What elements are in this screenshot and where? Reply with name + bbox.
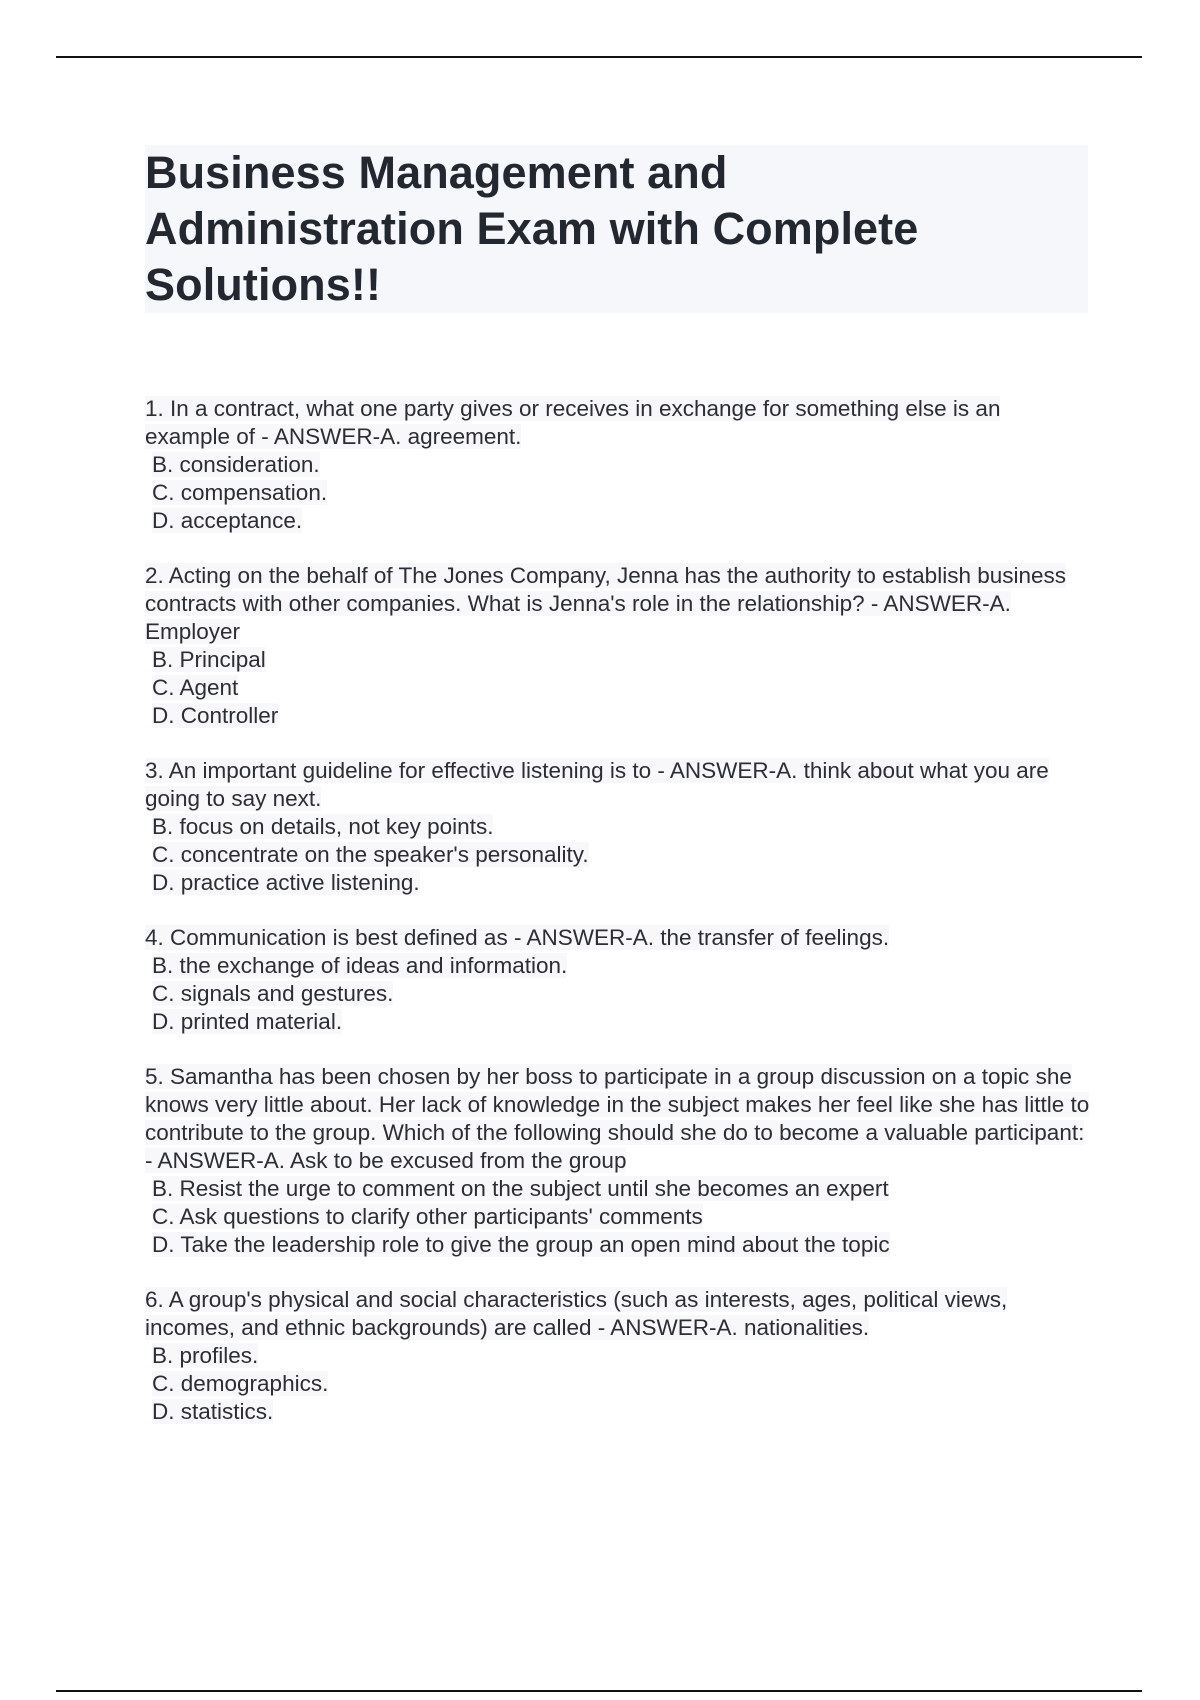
question-item [145,395,1090,535]
answer-option: B. Resist the urge to comment on the subject until she becomes an expert [152,1176,889,1201]
question-item [145,1286,1090,1426]
answer-option: D. acceptance. [152,508,303,533]
question-item [145,757,1090,897]
answer-option: C. signals and gestures. [152,981,394,1006]
answer-option: B. consideration. [152,452,320,477]
bottom-divider [56,1690,1142,1692]
question-text: 5. Samantha has been chosen by her boss to participate in a group discussion on a topic she knows very little about. Her lack of knowledge in the subject makes her feel like she has little to contribute to the group. Which of the following should she do to become a valuable participant: - ANSWER-A. Ask to be excused from the group [145,1064,1090,1173]
answer-option: C. compensation. [152,480,328,505]
answer-option: C. concentrate on the speaker's personality. [152,842,589,867]
title-block [145,145,1088,313]
question-list [145,395,1090,1453]
question-text: 1. In a contract, what one party gives or receives in exchange for something else is an example of - ANSWER-A. agreement. [145,396,1001,449]
answer-option: C. Agent [152,675,239,700]
answer-option: B. profiles. [152,1343,259,1368]
answer-option: B. the exchange of ideas and information. [152,953,568,978]
answer-option: B. focus on details, not key points. [152,814,494,839]
answer-option: B. Principal [152,647,266,672]
question-text: 2. Acting on the behalf of The Jones Company, Jenna has the authority to establish business contracts with other companies. What is Jenna's role in the relationship? - ANSWER-A. Employer [145,563,1067,644]
question-item [145,924,1090,1036]
answer-option: D. Controller [152,703,279,728]
question-text: 4. Communication is best defined as - ANSWER-A. the transfer of feelings. [145,925,890,950]
question-item [145,562,1090,730]
answer-option: C. Ask questions to clarify other participants' comments [152,1204,703,1229]
answer-option: D. practice active listening. [152,870,420,895]
answer-option: D. printed material. [152,1009,343,1034]
question-text: 3. An important guideline for effective listening is to - ANSWER-A. think about what you are going to say next. [145,758,1049,811]
top-divider [56,56,1142,58]
answer-option: D. statistics. [152,1399,274,1424]
question-item [145,1063,1090,1259]
answer-option: D. Take the leadership role to give the group an open mind about the topic [152,1232,890,1257]
question-text: 6. A group's physical and social characteristics (such as interests, ages, political views, incomes, and ethnic backgrounds) are called - ANSWER-A. nationalities. [145,1287,1008,1340]
document-title: Business Management and Administration Exam with Complete Solutions!! [145,147,919,310]
answer-option: C. demographics. [152,1371,329,1396]
